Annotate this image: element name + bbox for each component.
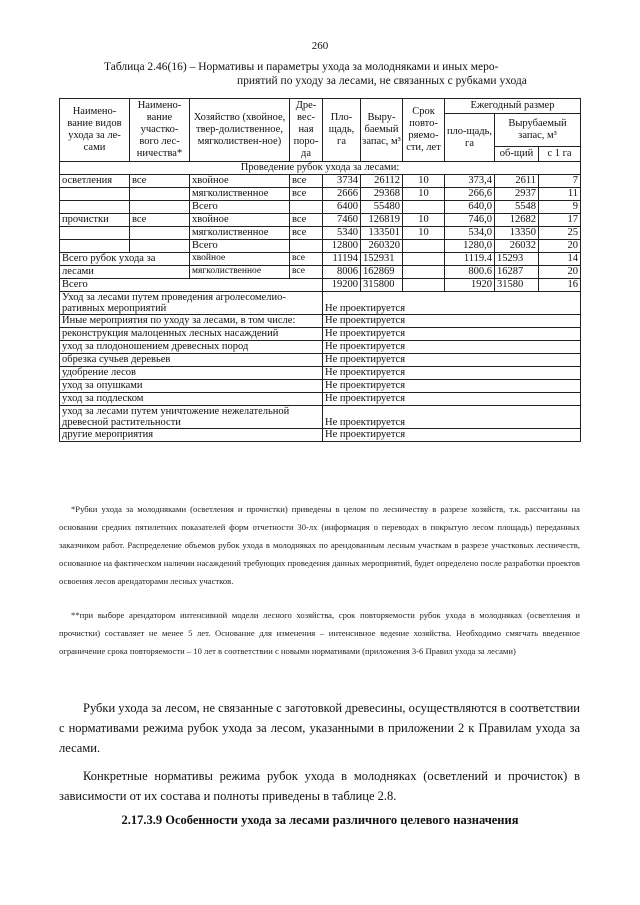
cell-activity-label: Уход за лесами путем проведения агролесомелио-ративных мероприятий — [60, 292, 323, 315]
cell-annual-total: 5548 — [495, 201, 539, 214]
cell-activity-label: уход за опушками — [60, 380, 323, 393]
cell-area: 3734 — [323, 175, 361, 188]
table-row-activity — [60, 341, 581, 354]
cell-species — [290, 240, 323, 253]
table-caption — [104, 60, 574, 88]
cell-annual-per-ha: 14 — [539, 253, 581, 266]
cell-kind — [60, 188, 130, 201]
table-row-activity — [60, 328, 581, 341]
cell-annual-total: 12682 — [495, 214, 539, 227]
cell-area: 5340 — [323, 227, 361, 240]
table-row — [60, 227, 581, 240]
header-annual-total: об-щий — [495, 147, 539, 162]
table-row-activity — [60, 292, 581, 315]
header-annual-cut: Вырубаемый запас, м³ — [495, 114, 581, 147]
cell-period — [403, 240, 445, 253]
cell-forestry — [130, 201, 190, 214]
cell-stock: 126819 — [361, 214, 403, 227]
cell-annual-total: 13350 — [495, 227, 539, 240]
cell-activity-status: Не проектируется — [323, 354, 581, 367]
cell-species: все — [290, 227, 323, 240]
cell-annual-area: 1280,0 — [445, 240, 495, 253]
cell-kind: осветления — [60, 175, 130, 188]
cell-forestry — [130, 240, 190, 253]
cell-species — [290, 201, 323, 214]
paragraph-1: Рубки ухода за лесом, не связанные с заготовкой древесины, осуществляются в соответствии с нормативами режима рубок ухода за лесом, указанными в приложении 2 к Правилам ухода за лесами. — [59, 701, 580, 755]
cell-stock: 133501 — [361, 227, 403, 240]
cell-activity-status: Не проектируется — [323, 367, 581, 380]
cell-period — [403, 201, 445, 214]
cell-area: 6400 — [323, 201, 361, 214]
cell-farm: Всего — [190, 240, 290, 253]
cell-grand-total-label: Всего — [60, 279, 323, 292]
cell-annual-per-ha: 7 — [539, 175, 581, 188]
cell-forestry — [130, 227, 190, 240]
header-annual-area: пло-щадь, га — [445, 114, 495, 162]
cell-activity-label: уход за плодоношением древесных пород — [60, 341, 323, 354]
cell-annual-per-ha: 25 — [539, 227, 581, 240]
cell-species: все — [290, 188, 323, 201]
cell-kind — [60, 240, 130, 253]
cell-activity-status: Не проектируется — [323, 429, 581, 442]
table-caption-line1: Таблица 2.46(16) – Нормативы и параметры ухода за молодняками и иных меро- — [104, 61, 499, 73]
header-forestry: Наимено-вание участко-вого лес-ничества* — [130, 99, 190, 162]
footnote-1: *Рубки ухода за молодняками (осветления и прочистки) приведены в целом по лесничеству в разрезе хозяйств, т.к. рассчитаны на основании средних пятилетних показателей форм отчетности 30-лх (информация о переводах в покрытую лесом площадь) переданных заказчиком работ. Распределение объемов рубок ухода в молодняках по арендованным лесным участкам в разрезе участковых лесничеств, основанное на фактическом наличии насаждений требующих проведения данных мероприятий, будет определено после разработки проектов освоения лесов арендаторами лесных участков. — [59, 504, 580, 586]
cell-activity-label: реконструкция малоценных лесных насаждений — [60, 328, 323, 341]
cell-species: все — [290, 266, 323, 279]
header-species: Дре-вес-ная поро-да — [290, 99, 323, 162]
cell-species: все — [290, 214, 323, 227]
cell-activity-label: другие мероприятия — [60, 429, 323, 442]
cell-annual-area: 373,4 — [445, 175, 495, 188]
cell-area: 2666 — [323, 188, 361, 201]
header-period: Срок повто-ряемо-сти, лет — [403, 99, 445, 162]
paragraph-2: Конкретные нормативы режима рубок ухода в молодняках (осветлений и прочисток) в зависимости от их состава и полноты приведены в таблице 2.8. — [59, 769, 580, 803]
cell-activity-status: Не проектируется — [323, 393, 581, 406]
cell-period: 10 — [403, 175, 445, 188]
footnote-2: **при выборе арендатором интенсивной модели лесного хозяйства, срок повторяемости рубок ухода в молодняках (осветления и прочистки) составляет не менее 5 лет. Основание для изменения – интенсивное ведение хозяйства. Необходимо смягчать введенное ограничение срока повторяемости – 10 лет в соответствии с новыми нормативами (приложения 3-6 Правил ухода за лесами) — [59, 610, 580, 656]
cell-activity-label: уход за подлеском — [60, 393, 323, 406]
cell-activity-status: Не проектируется — [323, 315, 581, 328]
cell-farm: Всего — [190, 201, 290, 214]
cell-kind: прочистки — [60, 214, 130, 227]
cell-annual-per-ha: 17 — [539, 214, 581, 227]
cell-kind — [60, 227, 130, 240]
cell-stock: 315800 — [361, 279, 403, 292]
cell-activity-label: уход за лесами путем уничтожение нежелательной древесной растительности — [60, 406, 323, 429]
cell-activity-status: Не проектируется — [323, 341, 581, 354]
cell-total-cut-label: Всего рубок ухода за — [60, 253, 190, 266]
cell-farm: хвойное — [190, 253, 290, 266]
cell-area: 8006 — [323, 266, 361, 279]
cell-kind — [60, 201, 130, 214]
cell-stock: 26112 — [361, 175, 403, 188]
header-annual-per-ha: с 1 га — [539, 147, 581, 162]
cell-stock: 152931 — [361, 253, 403, 266]
cell-annual-per-ha: 16 — [539, 279, 581, 292]
cell-stock: 55480 — [361, 201, 403, 214]
cell-farm: мягколиственное — [190, 188, 290, 201]
page-number: 260 — [311, 40, 329, 52]
section-row — [60, 162, 581, 175]
cell-annual-area: 746,0 — [445, 214, 495, 227]
cell-annual-total: 15293 — [495, 253, 539, 266]
cell-farm: хвойное — [190, 175, 290, 188]
cell-period: 10 — [403, 227, 445, 240]
cell-area: 11194 — [323, 253, 361, 266]
cell-annual-total: 16287 — [495, 266, 539, 279]
cell-annual-per-ha: 9 — [539, 201, 581, 214]
cell-stock: 162869 — [361, 266, 403, 279]
section-title: Проведение рубок ухода за лесами: — [60, 162, 581, 175]
header-annual: Ежегодный размер — [445, 99, 581, 114]
table-row — [60, 201, 581, 214]
cell-activity-status: Не проектируется — [323, 292, 581, 315]
cell-period: 10 — [403, 188, 445, 201]
table-row-activity — [60, 367, 581, 380]
cell-annual-per-ha: 20 — [539, 240, 581, 253]
cell-area: 12800 — [323, 240, 361, 253]
cell-annual-area: 800.6 — [445, 266, 495, 279]
table-row-activity — [60, 406, 581, 429]
cell-annual-total: 26032 — [495, 240, 539, 253]
cell-period — [403, 279, 445, 292]
cell-period: 10 — [403, 214, 445, 227]
table-row-total-cut — [60, 253, 581, 266]
table-row — [60, 214, 581, 227]
table-row-activity — [60, 315, 581, 328]
table-row — [60, 188, 581, 201]
cell-forestry: все — [130, 214, 190, 227]
cell-farm: мягколиственное — [190, 227, 290, 240]
table-row-activity — [60, 393, 581, 406]
table-row — [60, 175, 581, 188]
cell-annual-area: 1920 — [445, 279, 495, 292]
section-heading: 2.17.3.9 Особенности ухода за лесами различного целевого назначения — [121, 813, 519, 827]
cell-activity-label: удобрение лесов — [60, 367, 323, 380]
header-area: Пло-щадь, га — [323, 99, 361, 162]
table-row-activity — [60, 354, 581, 367]
table-row — [60, 240, 581, 253]
table-caption-line2: приятий по уходу за лесами, не связанных с рубками ухода — [237, 75, 527, 87]
cell-stock: 29368 — [361, 188, 403, 201]
cell-annual-per-ha: 11 — [539, 188, 581, 201]
cell-annual-area: 640,0 — [445, 201, 495, 214]
cell-species: все — [290, 253, 323, 266]
table-row-total-cut — [60, 266, 581, 279]
cell-annual-area: 534,0 — [445, 227, 495, 240]
cell-period — [403, 253, 445, 266]
cell-area: 7460 — [323, 214, 361, 227]
cell-stock: 260320 — [361, 240, 403, 253]
cell-farm: мягколиственное — [190, 266, 290, 279]
norms-table — [59, 98, 581, 442]
cell-annual-total: 2937 — [495, 188, 539, 201]
cell-annual-per-ha: 20 — [539, 266, 581, 279]
header-kind: Наимено-вание видов ухода за ле-сами — [60, 99, 130, 162]
cell-forestry — [130, 188, 190, 201]
cell-activity-label: обрезка сучьев деревьев — [60, 354, 323, 367]
cell-annual-area: 266,6 — [445, 188, 495, 201]
cell-activity-status: Не проектируется — [323, 406, 581, 429]
header-stock: Выру-баемый запас, м³ — [361, 99, 403, 162]
cell-activity-status: Не проектируется — [323, 380, 581, 393]
cell-area: 19200 — [323, 279, 361, 292]
cell-annual-total: 2611 — [495, 175, 539, 188]
table-row-activity — [60, 380, 581, 393]
cell-activity-label: Иные мероприятия по уходу за лесами, в том числе: — [60, 315, 323, 328]
cell-species: все — [290, 175, 323, 188]
cell-farm: хвойное — [190, 214, 290, 227]
cell-annual-total: 31580 — [495, 279, 539, 292]
cell-period — [403, 266, 445, 279]
cell-total-cut-label: лесами — [60, 266, 190, 279]
header-farm: Хозяйство (хвойное, твер-долиственное, мягколиствен-ное) — [190, 99, 290, 162]
table-row-activity — [60, 429, 581, 442]
cell-annual-area: 1119.4 — [445, 253, 495, 266]
cell-forestry: все — [130, 175, 190, 188]
table-row-grand-total — [60, 279, 581, 292]
header-row-1 — [60, 99, 581, 114]
cell-activity-status: Не проектируется — [323, 328, 581, 341]
